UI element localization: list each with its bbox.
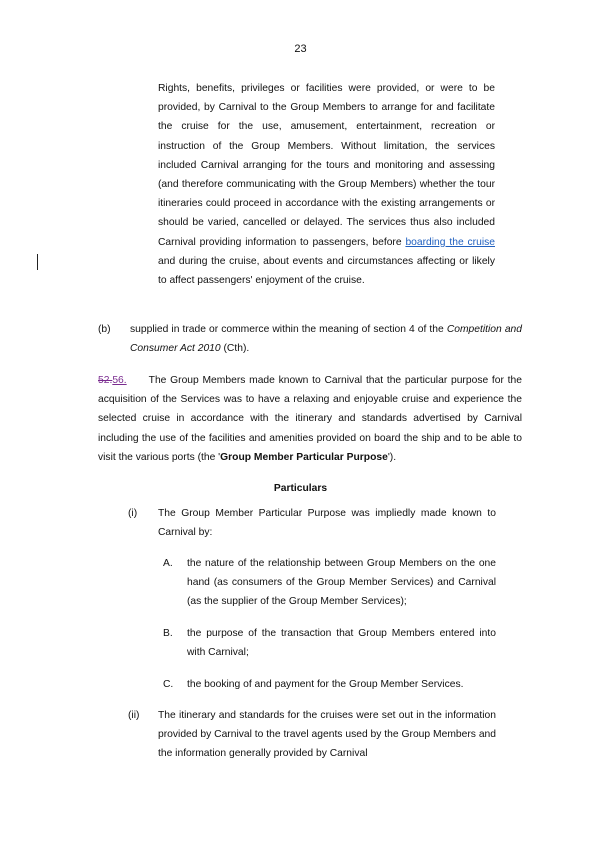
para-56-text-2: '). [387,451,397,463]
sub-item-b [163,624,496,662]
particulars-heading: Particulars [273,483,328,494]
boarding-the-cruise-link[interactable]: boarding the cruise [405,236,495,248]
item-i-label: (i) [128,508,138,519]
revision-bar [37,254,38,270]
intro-text-2: and during the cruise, about events and circumstances affecting or likely to affect passengers' enjoyment of the cruise. [158,255,495,287]
page-number: 23 [294,43,307,55]
item-ii [128,706,496,764]
paragraph-56 [98,371,522,467]
act-name: Competition and Consumer Act 2010 [130,324,522,355]
item-ii-label: (ii) [128,710,140,721]
item-b-label: (b) [98,324,111,335]
sub-item-c-text: the booking of and payment for the Group Member Services. [187,679,464,690]
sub-item-a [163,554,496,612]
sub-item-a-text: the nature of the relationship between Group Members on the one hand (as consumers of the Group Member Services) and Carnival (as the supplier of the Group Member Services); [187,558,496,608]
sub-item-c [163,675,496,694]
sub-item-b-label: B. [163,628,173,639]
item-b-text-2: (Cth). [220,343,250,355]
intro-text-1: Rights, benefits, privileges or facilities were provided, or were to be provided, by Carnival to the Group Members to arrange for and facilitate the cruise for the use, amusement, entertainment, recreation or instruction of the Group Members. Without limitation, the services included Carnival arranging for the tours and monitoring and assessing (and therefore communicating with the Group Members) whether the tour itineraries could proceed in accordance with the existing arrangements or should be varied, cancelled or delayed. The services thus also included Carnival providing information to passengers, before [158,83,495,248]
tab-gap [127,371,149,390]
item-i-text: The Group Member Particular Purpose was impliedly made known to Carnival by: [158,508,496,539]
item-i [128,504,496,542]
inserted-paragraph-number: 56. [112,375,127,386]
intro-paragraph [158,79,495,290]
item-b-text-1: supplied in trade or commerce within the meaning of section 4 of the [130,324,447,335]
item-b [98,320,522,358]
sub-item-c-label: C. [163,679,174,690]
para-56-text-1: The Group Members made known to Carnival that the particular purpose for the acquisition of the Services was to have a relaxing and enjoyable cruise and experience the selected cruise in accordance with the itinerary and standards advertised by Carnival including the use of the facilities and amenities provided on board the ship and to be able to visit the various ports (the ' [98,375,522,463]
sub-item-b-text: the purpose of the transaction that Group Members entered into with Carnival; [187,628,496,659]
item-b-body [130,320,522,358]
item-ii-text: The itinerary and standards for the cruises were set out in the information provided by Carnival to the travel agents used by the Group Members and the information generally provided by Carnival [158,710,496,760]
deleted-paragraph-number: 52. [98,375,113,386]
defined-term: Group Member Particular Purpose [220,451,388,463]
sub-item-a-label: A. [163,558,173,569]
